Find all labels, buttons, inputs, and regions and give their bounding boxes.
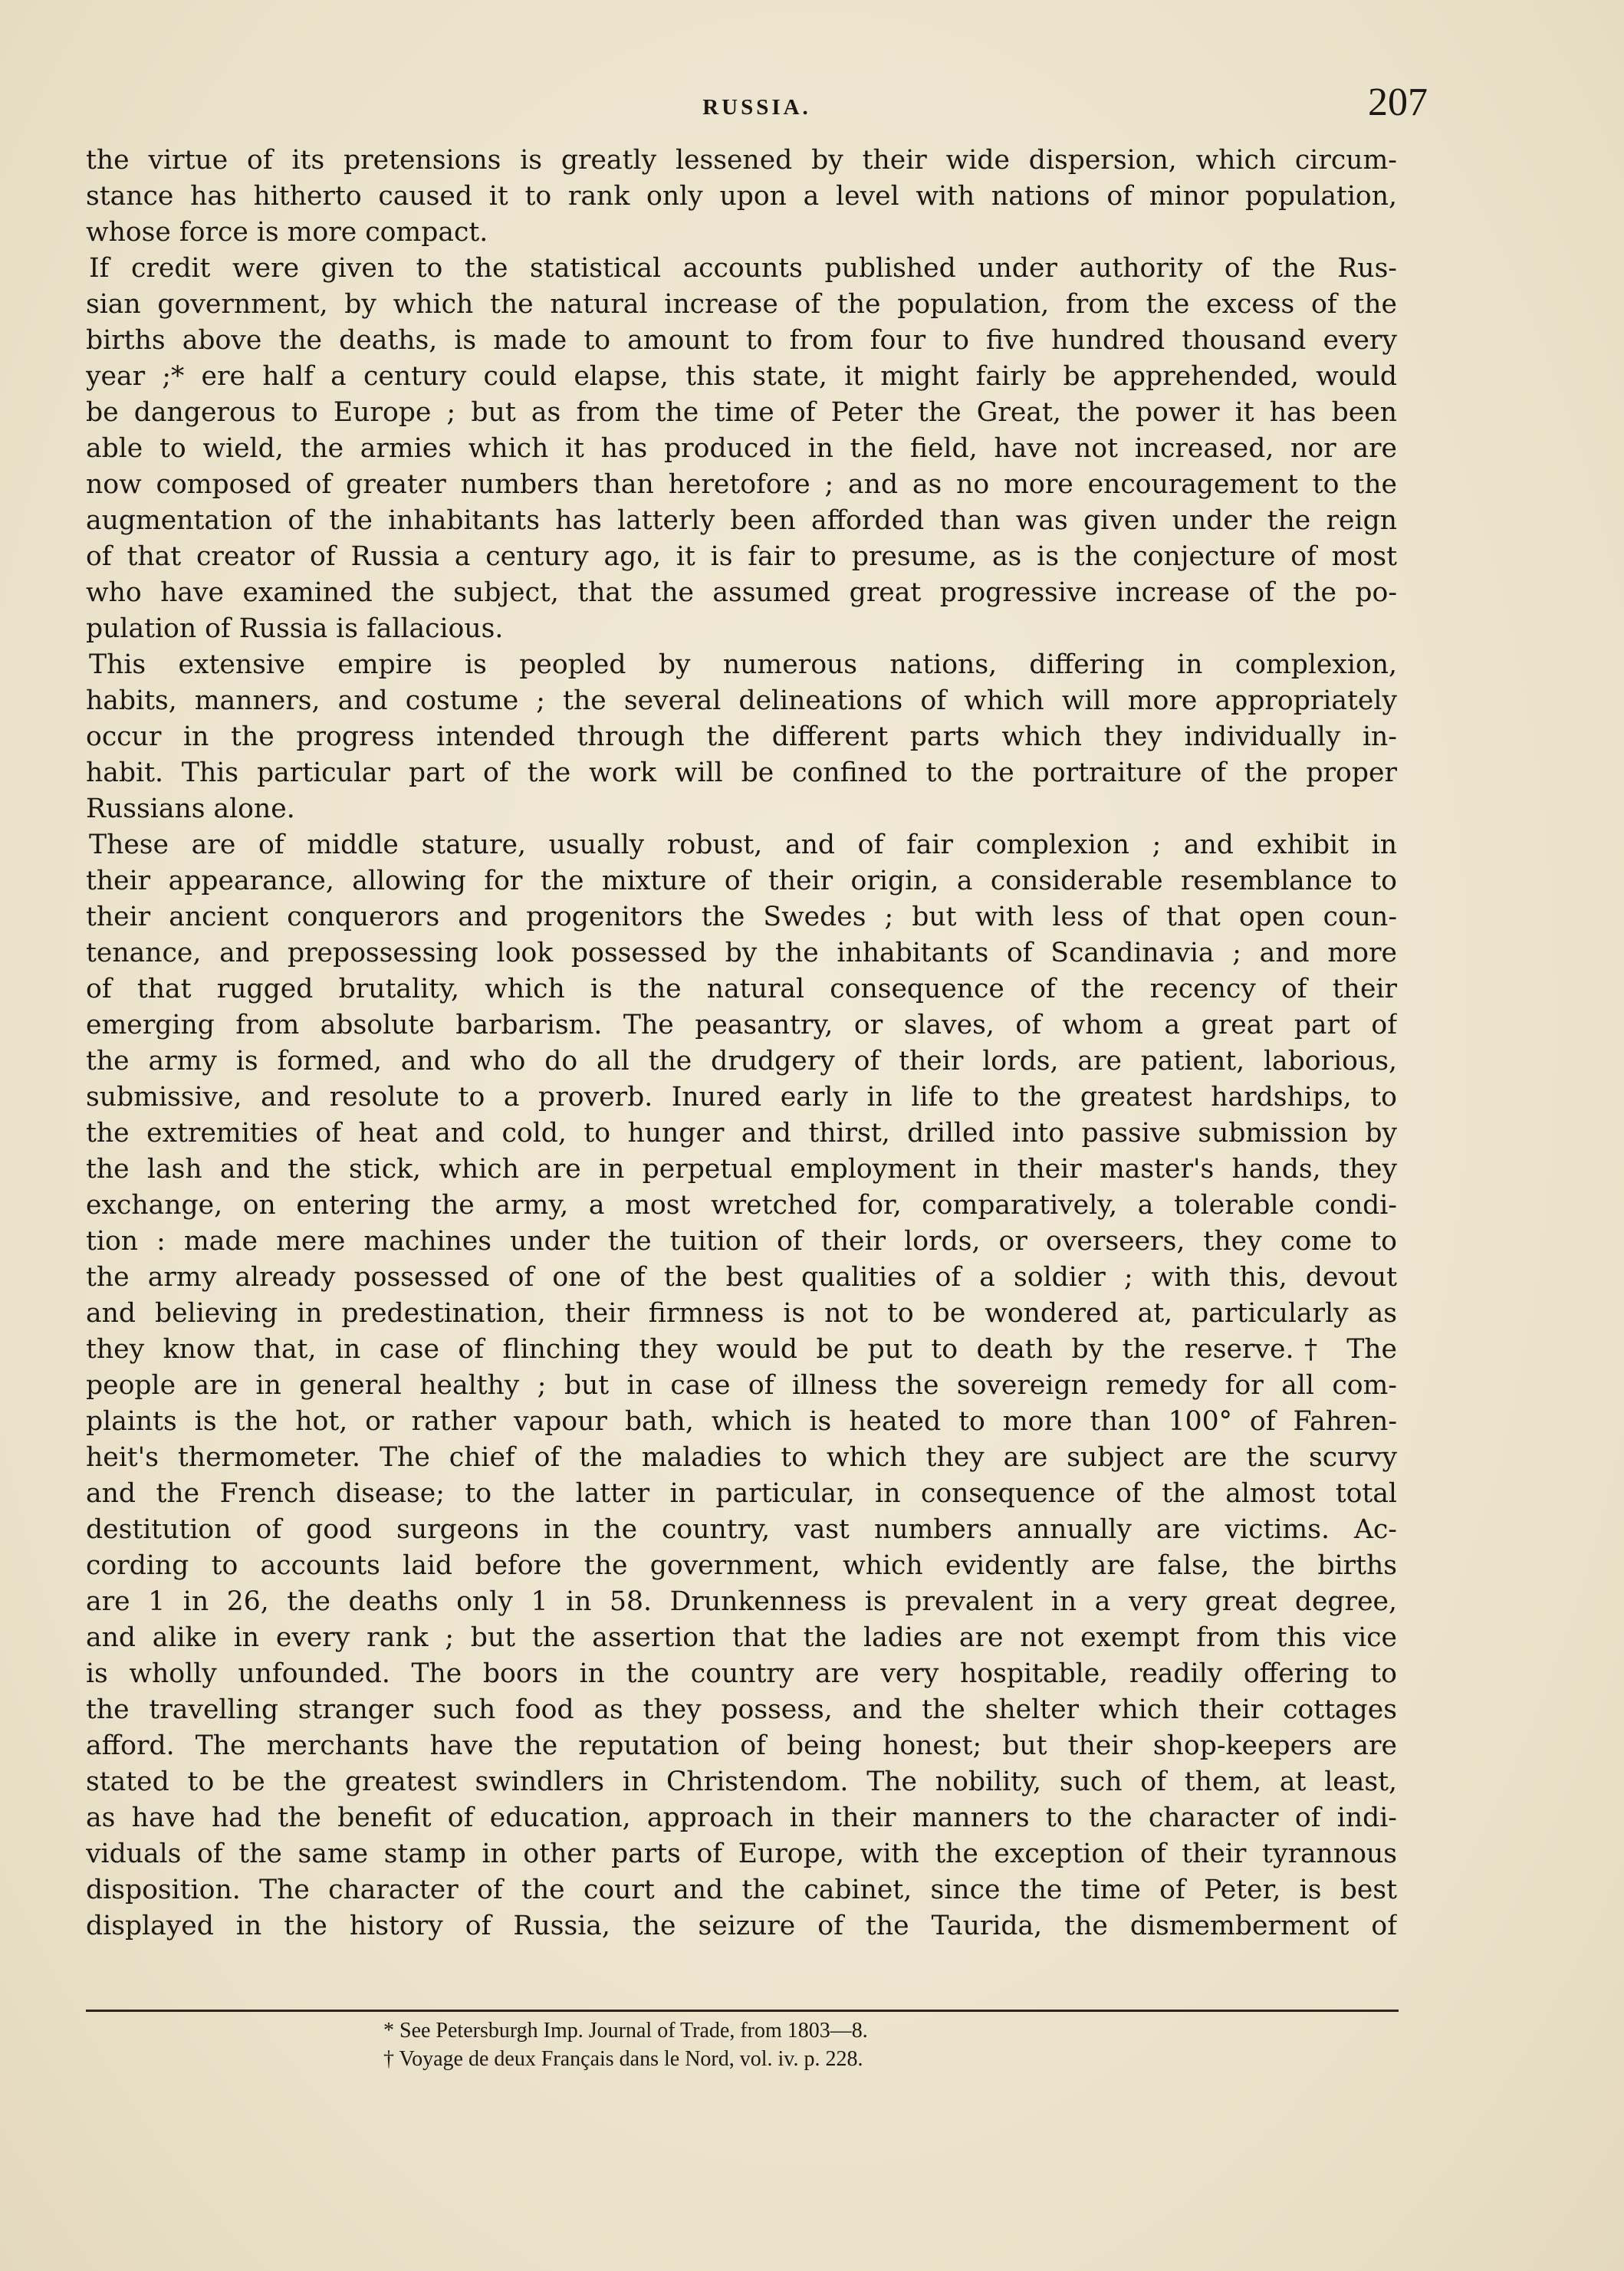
running-head: RUSSIA. — [702, 95, 811, 120]
footnote: † Voyage de deux Français dans le Nord, vol. iv. p. 228. — [383, 2047, 863, 2071]
text-line: now composed of greater numbers than heretofore ; and as no more encouragement to the — [86, 469, 1397, 500]
text-line: viduals of the same stamp in other parts of Europe, with the exception of their tyrannous — [86, 1839, 1397, 1869]
text-line: year ;* ere half a century could elapse, this state, it might fairly be apprehended, would — [86, 361, 1397, 392]
text-line: occur in the progress intended through the different parts which they individually in- — [86, 721, 1397, 752]
text-line: sian government, by which the natural increase of the population, from the excess of the — [86, 289, 1397, 320]
text-line: are 1 in 26, the deaths only 1 in 58. Drunkenness is prevalent in a very great degree, — [86, 1586, 1397, 1617]
text-line: the army already possessed of one of the best qualities of a soldier ; with this, devout — [86, 1262, 1397, 1293]
text-line: able to wield, the armies which it has produced in the field, have not increased, nor are — [86, 433, 1397, 464]
text-line: emerging from absolute barbarism. The peasantry, or slaves, of whom a great part of — [86, 1010, 1397, 1040]
text-line: augmentation of the inhabitants has latterly been afforded than was given under the reign — [86, 505, 1397, 536]
text-line: the lash and the stick, which are in perpetual employment in their master's hands, they — [86, 1154, 1397, 1185]
text-line: This extensive empire is peopled by numerous nations, differing in complexion, — [89, 649, 1397, 680]
footnotes — [383, 2016, 1227, 2073]
footnote-divider — [86, 2010, 1399, 2012]
page-number: 207 — [1368, 81, 1428, 124]
page-header — [86, 83, 1428, 129]
text-line: disposition. The character of the court and the cabinet, since the time of Peter, is best — [86, 1875, 1397, 1905]
text-line: and the French disease; to the latter in particular, in consequence of the almost total — [86, 1478, 1397, 1509]
text-line: be dangerous to Europe ; but as from the time of Peter the Great, the power it has been — [86, 397, 1397, 428]
text-line: If credit were given to the statistical accounts published under authority of the Rus- — [89, 253, 1397, 284]
body-text — [86, 143, 1397, 1944]
text-line: tion : made mere machines under the tuition of their lords, or overseers, they come to — [86, 1226, 1397, 1257]
text-line: the army is formed, and who do all the drudgery of their lords, are patient, laborious, — [86, 1046, 1397, 1076]
text-line: as have had the benefit of education, approach in their manners to the character of indi- — [86, 1803, 1397, 1833]
text-line: whose force is more compact. — [86, 217, 488, 248]
text-line: destitution of good surgeons in the country, vast numbers annually are victims. Ac- — [86, 1514, 1397, 1545]
text-line: pulation of Russia is fallacious. — [86, 613, 504, 644]
text-line: and believing in predestination, their firmness is not to be wondered at, particularly as — [86, 1298, 1397, 1329]
text-line: Russians alone. — [86, 794, 295, 824]
text-line: births above the deaths, is made to amount to from four to five hundred thousand every — [86, 325, 1397, 356]
text-line: the extremities of heat and cold, to hunger and thirst, drilled into passive submission by — [86, 1118, 1397, 1149]
text-line: of that rugged brutality, which is the natural consequence of the recency of their — [86, 974, 1397, 1004]
text-line: they know that, in case of flinching they would be put to death by the reserve.† The — [86, 1334, 1397, 1365]
text-line: plaints is the hot, or rather vapour bath, which is heated to more than 100° of Fahren- — [86, 1406, 1397, 1437]
text-line: tenance, and prepossessing look possessed by the inhabitants of Scandinavia ; and more — [86, 938, 1397, 968]
text-line: who have examined the subject, that the assumed great progressive increase of the po- — [86, 577, 1397, 608]
text-line: is wholly unfounded. The boors in the country are very hospitable, readily offering to — [86, 1658, 1397, 1689]
text-line: afford. The merchants have the reputation of being honest; but their shop-keepers are — [86, 1730, 1397, 1761]
text-line: people are in general healthy ; but in case of illness the sovereign remedy for all com- — [86, 1370, 1397, 1401]
text-line: the virtue of its pretensions is greatly lessened by their wide dispersion, which circum- — [86, 145, 1397, 176]
text-line: stance has hitherto caused it to rank only upon a level with nations of minor population, — [86, 181, 1397, 212]
text-line: displayed in the history of Russia, the seizure of the Taurida, the dismemberment of — [86, 1911, 1397, 1941]
text-line: heit's thermometer. The chief of the maladies to which they are subject are the scurvy — [86, 1442, 1397, 1473]
text-line: submissive, and resolute to a proverb. Inured early in life to the greatest hardships, to — [86, 1082, 1397, 1112]
text-line: of that creator of Russia a century ago, it is fair to presume, as is the conjecture of most — [86, 541, 1397, 572]
text-line: These are of middle stature, usually robust, and of fair complexion ; and exhibit in — [89, 830, 1397, 860]
text-line: habit. This particular part of the work will be confined to the portraiture of the proper — [86, 758, 1397, 788]
text-line: exchange, on entering the army, a most wretched for, comparatively, a tolerable condi- — [86, 1190, 1397, 1221]
text-line: the travelling stranger such food as they possess, and the shelter which their cottages — [86, 1694, 1397, 1725]
text-line: stated to be the greatest swindlers in Christendom. The nobility, such of them, at least, — [86, 1767, 1397, 1797]
text-line: their ancient conquerors and progenitors the Swedes ; but with less of that open coun- — [86, 902, 1397, 932]
text-line: habits, manners, and costume ; the several delineations of which will more appropriately — [86, 685, 1397, 716]
footnote: * See Petersburgh Imp. Journal of Trade, from 1803—8. — [383, 2019, 868, 2043]
text-line: cording to accounts laid before the government, which evidently are false, the births — [86, 1550, 1397, 1581]
text-line: and alike in every rank ; but the assertion that the ladies are not exempt from this vice — [86, 1622, 1397, 1653]
text-line: their appearance, allowing for the mixture of their origin, a considerable resemblance to — [86, 866, 1397, 896]
